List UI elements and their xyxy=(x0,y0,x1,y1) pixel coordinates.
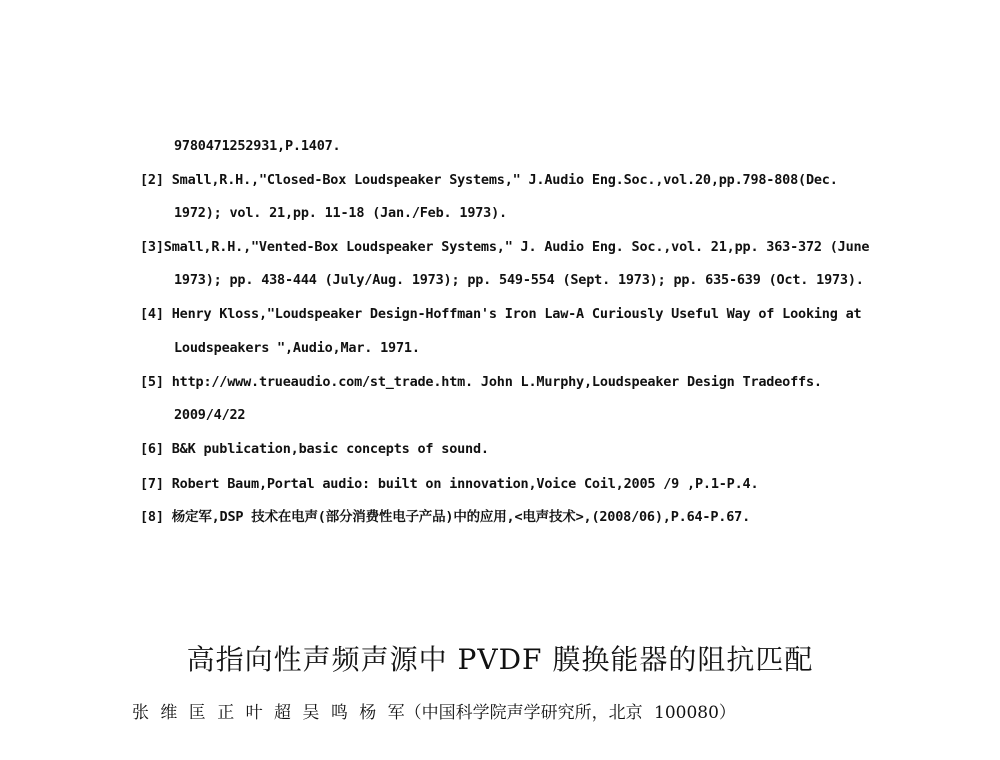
reference-text: Robert Baum,Portal audio: built on innovation,Voice Coil,2005 /9 ,P.1-P.4. xyxy=(171,476,759,492)
reference-text-continued: 2009/4/22 xyxy=(174,407,246,423)
reference-text: Henry Kloss,"Loudspeaker Design-Hoffman's Iron Law-A Curiously Useful Way of Looking at xyxy=(171,306,862,322)
reference-continuation: 9780471252931,P.1407. xyxy=(174,138,341,154)
article-title: 高指向性声频声源中 PVDF 膜换能器的阻抗匹配 xyxy=(186,643,814,676)
reference-item xyxy=(140,237,900,257)
reference-text: B&K publication,basic concepts of sound. xyxy=(171,441,489,457)
reference-item xyxy=(140,474,900,494)
reference-number: [6] xyxy=(140,441,164,457)
reference-item xyxy=(140,372,900,392)
reference-text-continued: Loudspeakers ",Audio,Mar. 1971. xyxy=(174,340,420,356)
reference-item xyxy=(140,507,900,527)
reference-text: Small,R.H.,"Closed-Box Loudspeaker Systems," J.Audio Eng.Soc.,vol.20,pp.798-808(Dec. xyxy=(171,172,838,188)
reference-item xyxy=(140,304,900,324)
reference-item xyxy=(140,170,900,190)
reference-text: Small,R.H.,"Vented-Box Loudspeaker Systems," J. Audio Eng. Soc.,vol. 21,pp. 363-372 (June xyxy=(163,239,870,255)
reference-number: [8] xyxy=(140,509,164,525)
reference-text: http://www.trueaudio.com/st_trade.htm. John L.Murphy,Loudspeaker Design Tradeoffs. xyxy=(171,374,822,390)
reference-number: [3] xyxy=(140,239,164,255)
reference-number: [5] xyxy=(140,374,164,390)
article-authors: 张 维 匡 正 叶 超 吴 鸣 杨 军（中国科学院声学研究所，北京 100080） xyxy=(132,703,736,723)
reference-text-continued: 1973); pp. 438-444 (July/Aug. 1973); pp. 549-554 (Sept. 1973); pp. 635-639 (Oct. 1973). xyxy=(174,272,864,288)
reference-number: [7] xyxy=(140,476,164,492)
reference-number: [2] xyxy=(140,172,164,188)
reference-item xyxy=(140,439,900,459)
reference-text-continued: 1972); vol. 21,pp. 11-18 (Jan./Feb. 1973). xyxy=(174,205,507,221)
reference-number: [4] xyxy=(140,306,164,322)
reference-text: 杨定军,DSP 技术在电声(部分消费性电子产品)中的应用,<电声技术>,(2008/06),P.64-P.67. xyxy=(171,509,750,525)
